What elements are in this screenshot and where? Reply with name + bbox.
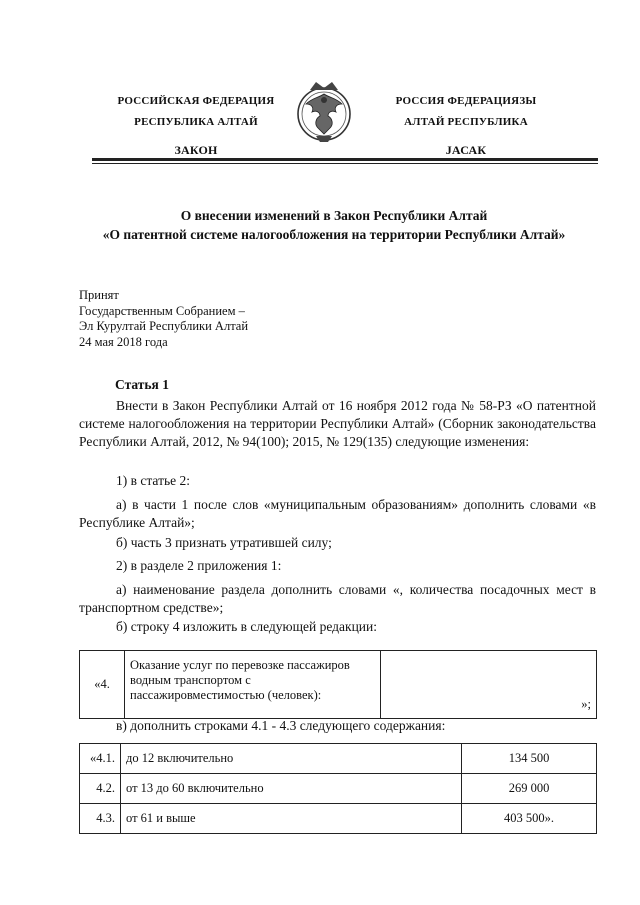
item-1: 1) в статье 2: [116, 473, 190, 488]
row-description: до 12 включительно [121, 744, 462, 774]
title-line-1: О внесении изменений в Закон Республики Алтай [180, 208, 488, 223]
coat-of-arms-icon [296, 78, 352, 154]
adopted-line-1: Принят [79, 288, 119, 302]
adopted-line-2: Государственным Собранием – [79, 303, 245, 318]
row-number: 4.3. [80, 804, 121, 834]
article-intro: Внести в Закон Республики Алтай от 16 ноября 2012 года № 58-РЗ «О патентной системе налогообложения на территории Республики Алтай» (Сборник законодательства Республики Алтай, 2012, № 94(100); 2015, № 129(135) следующие изменения: [79, 398, 596, 449]
row-value: »; [381, 651, 597, 719]
item-1a: а) в части 1 после слов «муниципальным образованиям» дополнить словами «в Республике Алтай»; [79, 497, 596, 530]
document-title [60, 206, 608, 244]
header-left [96, 91, 296, 161]
row-value: 403 500». [462, 804, 597, 834]
table-row [80, 744, 597, 774]
header-left-law: ЗАКОН [174, 143, 218, 157]
item-2b: б) строку 4 изложить в следующей редакции: [116, 619, 377, 634]
row-description: Оказание услуг по перевозке пассажиров водным транспортом с пассажировместимостью (человек): [125, 651, 381, 719]
header-divider-thick [92, 158, 598, 161]
article-heading: Статья 1 [115, 377, 169, 392]
table-row [80, 774, 597, 804]
item-2: 2) в разделе 2 приложения 1: [116, 558, 282, 573]
item-2c: в) дополнить строками 4.1 - 4.3 следующего содержания: [116, 718, 446, 733]
table-row [80, 804, 597, 834]
header-right-law: JАСАК [445, 143, 487, 157]
header-right-republic: АЛТАЙ РЕСПУБЛИКА [404, 116, 528, 128]
adopted-date: 24 мая 2018 года [79, 334, 168, 349]
row-4-table [79, 650, 597, 719]
row-description: от 61 и выше [121, 804, 462, 834]
item-2a: а) наименование раздела дополнить словами «, количества посадочных мест в транспортном средстве»; [79, 582, 596, 615]
rows-4-1-4-3-table [79, 743, 597, 834]
title-line-2: «О патентной системе налогообложения на территории Республики Алтай» [102, 227, 566, 242]
row-number: «4.1. [80, 744, 121, 774]
header-right [366, 91, 566, 161]
item-1b: б) часть 3 признать утратившей силу; [116, 535, 332, 550]
table-row [80, 651, 597, 719]
row-number: «4. [80, 651, 125, 719]
row-value: 134 500 [462, 744, 597, 774]
header-left-country: РОССИЙСКАЯ ФЕДЕРАЦИЯ [117, 95, 275, 107]
adopted-line-3: Эл Курултай Республики Алтай [79, 319, 249, 333]
row-description: от 13 до 60 включительно [121, 774, 462, 804]
adoption-block [79, 288, 248, 350]
header-left-republic: РЕСПУБЛИКА АЛТАЙ [134, 116, 258, 128]
header-divider-thin [92, 163, 598, 164]
row-number: 4.2. [80, 774, 121, 804]
header-right-country: РОССИЯ ФЕДЕРАЦИЯЗЫ [395, 95, 537, 107]
row-value: 269 000 [462, 774, 597, 804]
